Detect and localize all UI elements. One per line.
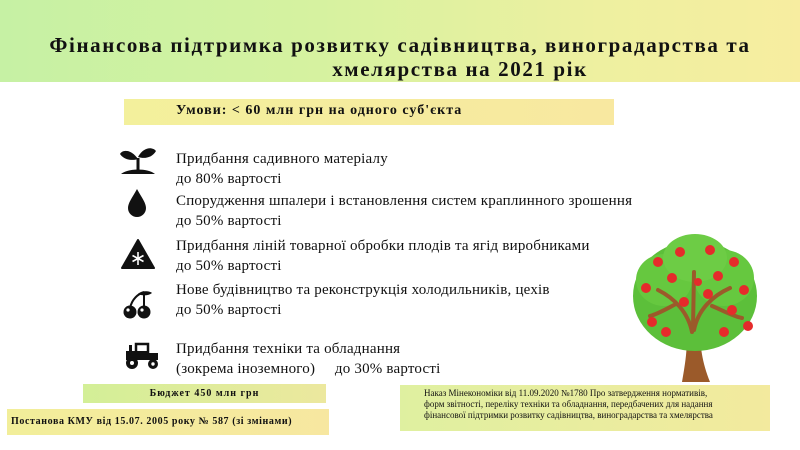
item-subsidy: (зокрема іноземного) до 30% вартості [176,361,441,377]
tractor-icon [122,342,162,370]
conditions-banner [124,99,614,125]
item-label: Придбання техніки та обладнання [176,341,401,357]
decree-banner: Постанова КМУ від 15.07. 2005 року № 587 (зі змінами) [7,409,329,435]
item-subsidy: до 50% вартості [176,258,282,274]
order-line: Наказ Мінекономіки від 11.09.2020 №1780 Про затвердження нормативів, [424,388,708,398]
budget-banner: Бюджет 450 млн грн [83,384,326,403]
conditions-text: Умови: < 60 млн грн на одного суб'єкта [176,103,463,118]
list-item [176,191,632,231]
list-item [176,236,590,276]
list-item [176,149,388,189]
list-item [176,280,550,320]
order-line: форм звітності, переліку техніки та обладнання, передбачених для надання [424,399,713,409]
item-label: Спорудження шпалери і встановлення систем краплинного зрошення [176,193,633,209]
cherries-icon [120,289,154,319]
item-subsidy: до 80% вартості [176,171,282,187]
order-banner [400,385,770,431]
snowflake-warning-icon [121,238,155,270]
order-line: фінансової підтримки розвитку садівництва, виноградарства та хмелярства [424,410,713,420]
seedling-icon [118,144,158,178]
item-label: Придбання садивного матеріалу [176,151,388,167]
water-drop-icon [126,188,148,218]
item-label: Нове будівництво та реконструкція холодильників, цехів [176,282,550,298]
item-label: Придбання ліній товарної обробки плодів та ягід виробниками [176,238,590,254]
apple-tree-illustration [628,232,762,384]
page-title-line1: Фінансова підтримка розвитку садівництва, виноградарства та [49,33,751,57]
list-item [176,339,440,379]
item-subsidy: до 50% вартості [176,302,282,318]
page-title-line2: хмелярства на 2021 рік [332,57,588,81]
item-subsidy: до 50% вартості [176,213,282,229]
